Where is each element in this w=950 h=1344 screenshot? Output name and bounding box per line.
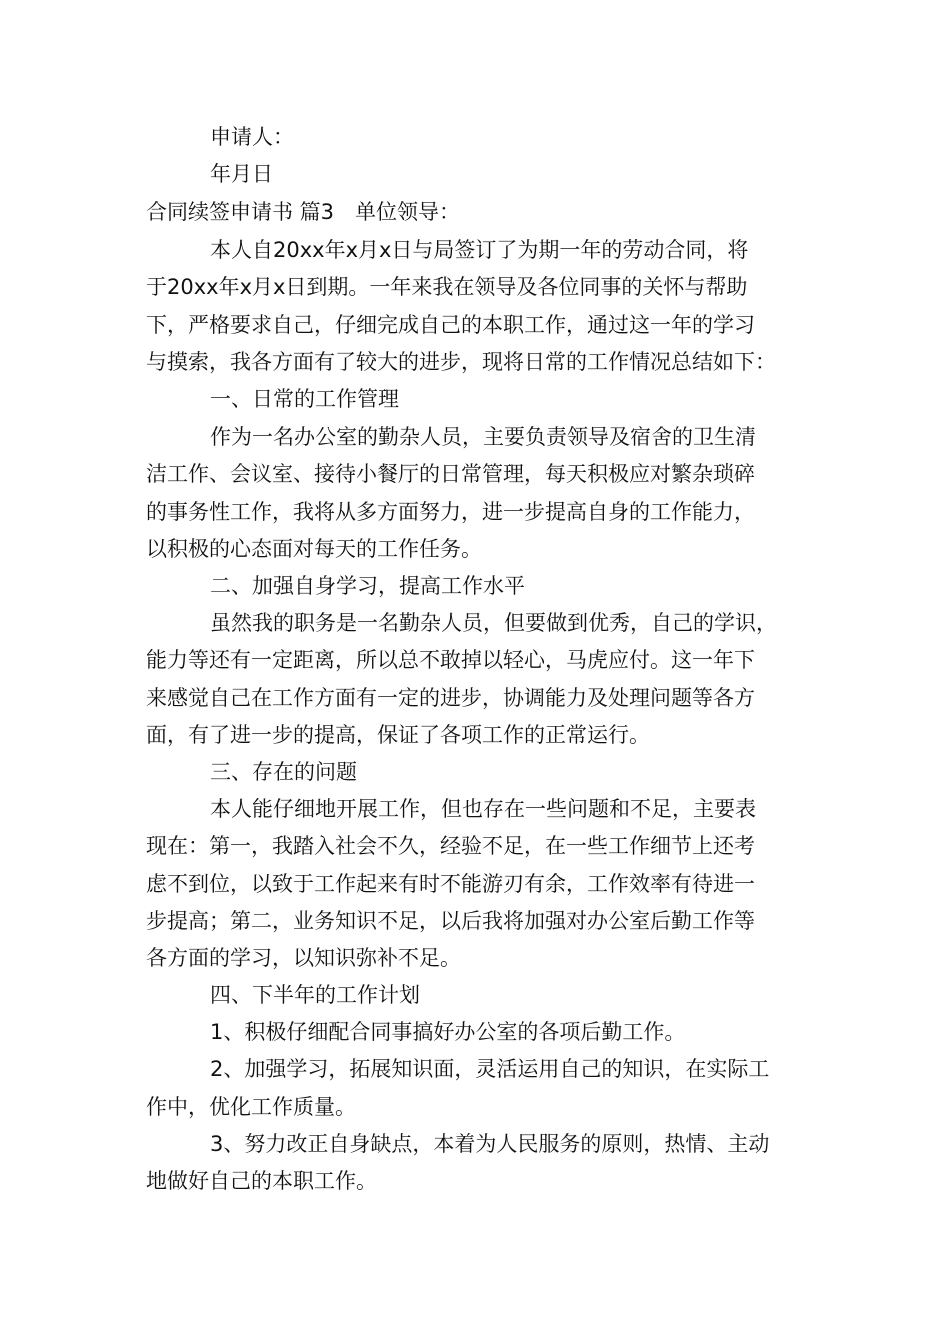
subheading: 四、下半年的工作计划 xyxy=(210,983,420,1007)
plan-item: 3、努力改正自身缺点，本着为人民服务的原则，热情、主动 xyxy=(210,1132,770,1156)
section-heading: 合同续签申请书 篇3 单位领导： xyxy=(146,200,461,224)
subheading: 三、存在的问题 xyxy=(210,760,357,784)
paragraph-line: 以积极的心态面对每天的工作任务。 xyxy=(146,537,482,561)
paragraph-line: 作为一名办公室的勤杂人员，主要负责领导及宿舍的卫生清 xyxy=(210,425,756,449)
subheading: 二、加强自身学习，提高工作水平 xyxy=(210,574,525,598)
paragraph-line: 虑不到位，以致于工作起来有时不能游刃有余，工作效率有待进一 xyxy=(146,872,755,896)
plan-item: 2、加强学习，拓展知识面，灵活运用自己的知识，在实际工 xyxy=(210,1057,770,1081)
subheading: 一、日常的工作管理 xyxy=(210,387,399,411)
paragraph-line: 现在：第一，我踏入社会不久，经验不足，在一些工作细节上还考 xyxy=(146,834,755,858)
paragraph-line: 洁工作、会议室、接待小餐厅的日常管理，每天积极应对繁杂琐碎 xyxy=(146,462,755,486)
plan-item-continued: 地做好自己的本职工作。 xyxy=(146,1169,377,1193)
paragraph-line: 于20xx年x月x日到期。一年来我在领导及各位同事的关怀与帮助 xyxy=(146,275,748,299)
plan-item: 1、积极仔细配合同事搞好办公室的各项后勤工作。 xyxy=(210,1020,686,1044)
applicant-label: 申请人： xyxy=(210,125,294,149)
paragraph-line: 的事务性工作，我将从多方面努力，进一步提高自身的工作能力， xyxy=(146,500,755,524)
paragraph-line: 虽然我的职务是一名勤杂人员，但要做到优秀，自己的学识， xyxy=(210,611,777,635)
paragraph-line: 本人自20xx年x月x日与局签订了为期一年的劳动合同，将 xyxy=(210,238,749,262)
date-label: 年月日 xyxy=(210,162,273,186)
paragraph-line: 能力等还有一定距离，所以总不敢掉以轻心，马虎应付。这一年下 xyxy=(146,648,755,672)
paragraph-line: 本人能仔细地开展工作，但也存在一些问题和不足，主要表 xyxy=(210,797,756,821)
paragraph-line: 来感觉自己在工作方面有一定的进步，协调能力及处理问题等各方 xyxy=(146,686,755,710)
paragraph-line: 面，有了进一步的提高，保证了各项工作的正常运行。 xyxy=(146,723,650,747)
paragraph-line: 各方面的学习，以知识弥补不足。 xyxy=(146,946,461,970)
paragraph-line: 步提高；第二，业务知识不足，以后我将加强对办公室后勤工作等 xyxy=(146,909,755,933)
plan-item-continued: 作中，优化工作质量。 xyxy=(146,1095,356,1119)
paragraph-line: 与摸索，我各方面有了较大的进步，现将日常的工作情况总结如下： xyxy=(146,350,776,374)
paragraph-line: 下，严格要求自己，仔细完成自己的本职工作，通过这一年的学习 xyxy=(146,313,755,337)
